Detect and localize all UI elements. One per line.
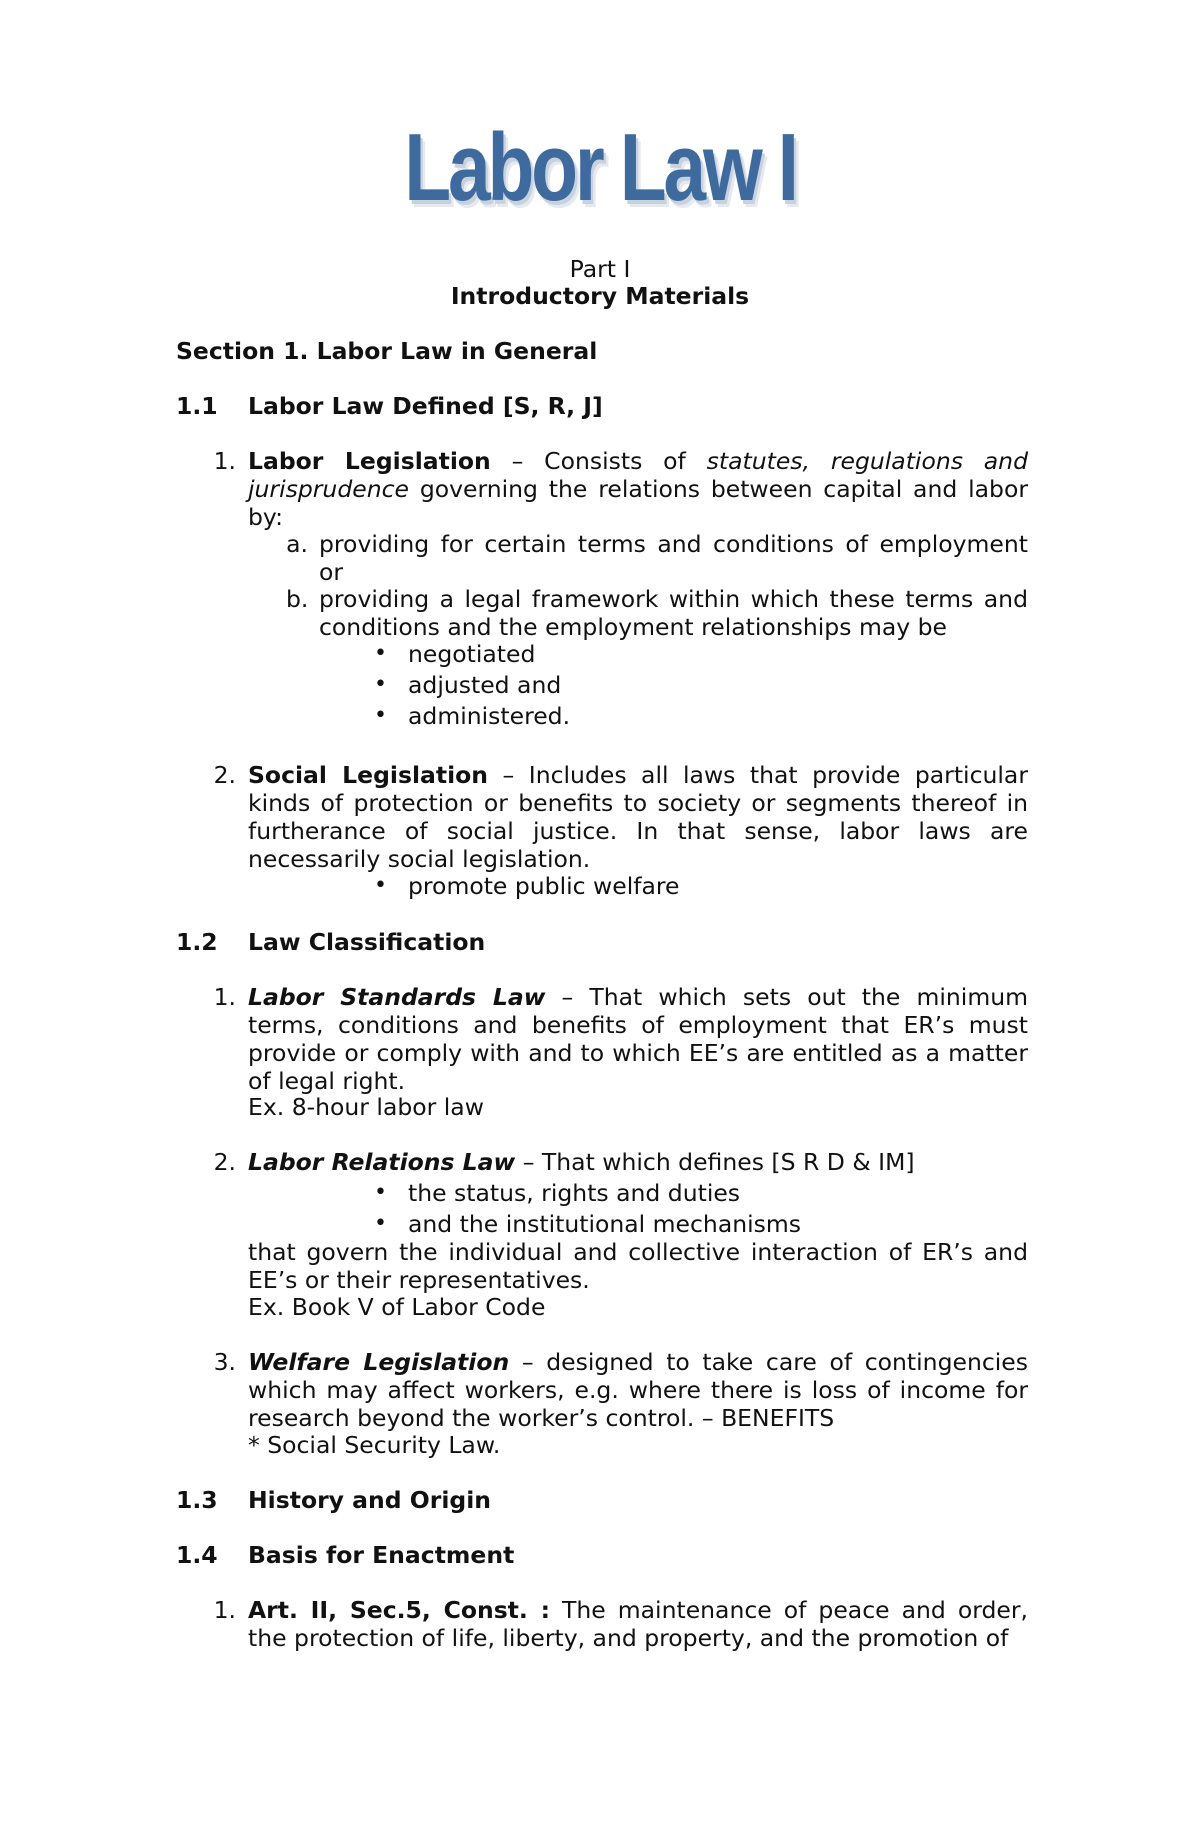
document-title: Labor Law I (404, 114, 796, 221)
subsection-heading-1-3: History and Origin (248, 1486, 491, 1514)
basis-article-text (248, 1596, 1028, 1652)
list-number: 1. (213, 1596, 236, 1624)
subsection-heading-1-1: Labor Law Defined [S, R, J] (248, 392, 603, 420)
definition-text: – Includes all laws that provide particular kinds of protection or benefits to society or segments thereof in furtherance of social justice. In that sense, labor laws are necessarily social legislation. (248, 761, 1028, 873)
subsection-number-1-1: 1.1 (176, 392, 218, 420)
bullet-icon: • (374, 641, 387, 666)
bullet-icon: • (374, 1211, 387, 1236)
definition-text: – Consists of (490, 447, 707, 475)
example-text: Ex. Book V of Labor Code (248, 1293, 546, 1321)
labor-standards-law-definition (248, 983, 1028, 1095)
labor-relations-law-definition (248, 1148, 1028, 1176)
list-number: 1. (213, 983, 236, 1011)
part-title: Introductory Materials (450, 282, 750, 310)
bullet-icon: • (374, 703, 387, 728)
term-social-legislation: Social Legislation (248, 761, 489, 789)
subsection-heading-1-2: Law Classification (248, 928, 486, 956)
bullet-item: promote public welfare (408, 872, 680, 900)
subsection-number-1-3: 1.3 (176, 1486, 218, 1514)
welfare-legislation-definition (248, 1348, 1028, 1432)
term-welfare-legislation: Welfare Legislation (248, 1348, 510, 1376)
term-labor-relations-law: Labor Relations Law (248, 1148, 516, 1176)
list-number: 3. (213, 1348, 236, 1376)
example-text: Ex. 8-hour labor law (248, 1093, 484, 1121)
bullet-item: and the institutional mechanisms (408, 1210, 802, 1238)
bullet-icon: • (374, 672, 387, 697)
sub-item-b: providing a legal framework within which these terms and conditions and the employment relationships may be (319, 585, 1028, 641)
list-letter: b. (286, 585, 309, 613)
note-text: * Social Security Law. (248, 1431, 501, 1459)
labor-relations-continuation: that govern the individual and collective interaction of ER’s and EE’s or their representatives. (248, 1238, 1028, 1294)
list-number: 2. (213, 1148, 236, 1176)
definition-text: – designed to take care of contingencies which may affect workers, e.g. where there is loss of income for research beyond the worker’s control. – BENEFITS (248, 1348, 1028, 1432)
term-labor-standards-law: Labor Standards Law (248, 983, 546, 1011)
sub-item-a: providing for certain terms and conditions of employment or (319, 530, 1028, 586)
bullet-item: the status, rights and duties (408, 1179, 741, 1207)
definition-emphasis: statutes, regulations and jurisprudence (248, 447, 1028, 503)
social-legislation-definition (248, 761, 1028, 873)
subsection-number-1-2: 1.2 (176, 928, 218, 956)
list-number: 1. (213, 447, 236, 475)
labor-legislation-definition (248, 447, 1028, 531)
term-article-ii: Art. II, Sec.5, Const. : (248, 1596, 550, 1624)
bullet-icon: • (374, 873, 387, 898)
bullet-item: negotiated (408, 640, 536, 668)
bullet-icon: • (374, 1180, 387, 1205)
section-heading: Section 1. Labor Law in General (176, 337, 598, 365)
subsection-number-1-4: 1.4 (176, 1541, 218, 1569)
definition-text: governing the relations between capital and labor by: (248, 475, 1028, 531)
part-label: Part I (569, 255, 631, 283)
definition-text: – That which sets out the minimum terms, conditions and benefits of employment that ER’s must provide or comply with and to which EE’s are entitled as a matter of legal right. (248, 983, 1028, 1095)
term-labor-legislation: Labor Legislation (248, 447, 491, 475)
bullet-item: administered. (408, 702, 571, 730)
list-number: 2. (213, 761, 236, 789)
definition-text: – That which defines [S R D & IM] (515, 1148, 915, 1176)
bullet-item: adjusted and (408, 671, 562, 699)
list-letter: a. (286, 530, 308, 558)
definition-text: The maintenance of peace and order, the protection of life, liberty, and property, and the promotion of (248, 1596, 1028, 1652)
subsection-heading-1-4: Basis for Enactment (248, 1541, 515, 1569)
